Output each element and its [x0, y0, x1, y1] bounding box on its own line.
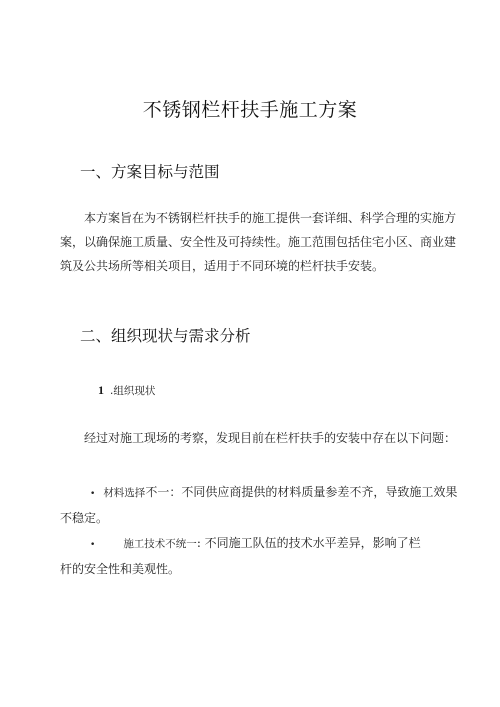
section-heading-2: 二、组织现状与需求分析 [80, 327, 251, 345]
bullet-text: : 不同施工队伍的技术水平差异，影响了栏 [196, 536, 421, 550]
bullet-term: 材料选择 [103, 487, 146, 499]
document-title: 不锈钢栏杆扶手施工方案 [142, 99, 358, 121]
bullet-icon: • [90, 489, 96, 499]
bullet-line [60, 480, 460, 506]
section-1-paragraph [60, 206, 455, 278]
subsection-title: .组织现状 [110, 385, 156, 397]
paragraph-line: 经过对施工现场的考察，发现目前在栏杆扶手的安装中存在以下问题： [84, 431, 457, 445]
subsection-number: 1 [98, 383, 104, 397]
bullet-line: 不稳定。 [60, 511, 109, 525]
paragraph-line: 本方案旨在为不锈钢栏杆扶手的施工提供一套详细、科学合理的实施方 [84, 211, 457, 225]
section-heading-1: 一、方案目标与范围 [80, 163, 220, 181]
subsection-intro [60, 426, 455, 450]
bullet-line: 杆的安全性和美观性。 [60, 562, 181, 576]
paragraph-line: 筑及公共场所等相关项目，适用于不同环境的栏杆扶手安装。 [60, 259, 385, 273]
bullet-line [60, 531, 460, 557]
bullet-icon: • [90, 540, 96, 550]
bullet-item-materials [60, 480, 460, 530]
bullet-text: 不一：不同供应商提供的材料质量参差不齐，导致施工效果 [145, 485, 458, 499]
bullet-item-technique [60, 531, 460, 581]
paragraph-line: 案，以确保施工质量、安全性及可持续性。施工范围包括住宅小区、商业建 [60, 235, 457, 249]
bullet-term: 施工技术不统一 [123, 538, 197, 550]
subsection-heading [98, 383, 155, 398]
